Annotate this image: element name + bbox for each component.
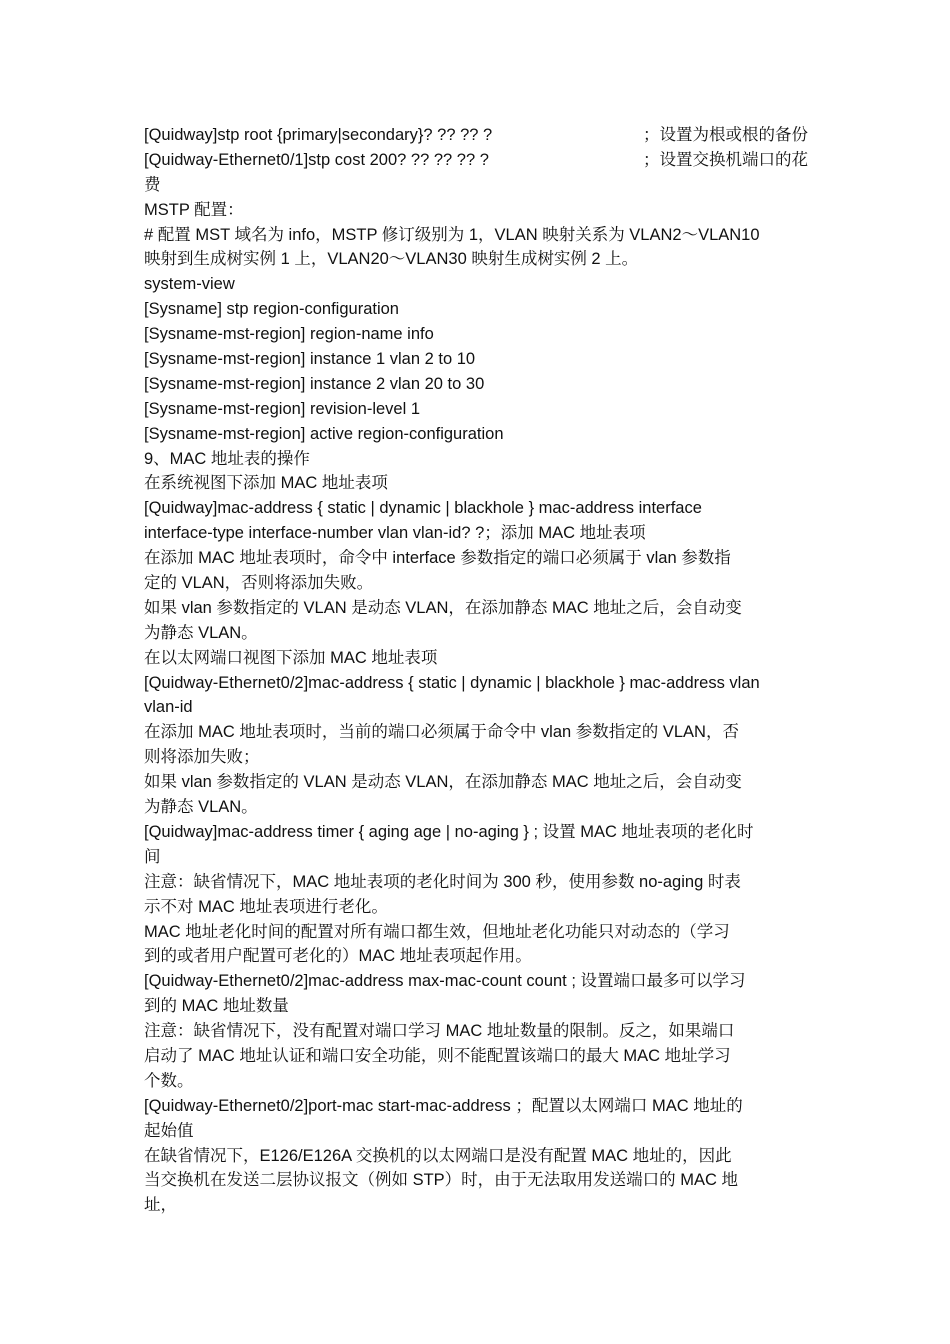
section-heading: MSTP 配置：	[144, 200, 244, 219]
command-line: [Quidway]mac-address { static | dynamic | blackhole } mac-address interface	[144, 499, 702, 518]
text-line: 到的 MAC 地址数量	[144, 997, 289, 1016]
command-line: vlan-id	[144, 698, 193, 717]
command-line: [Sysname-mst-region] active region-configuration	[144, 424, 504, 443]
text-line: 注意：缺省情况下，MAC 地址表项的老化时间为 300 秒，使用参数 no-aging 时表	[144, 872, 741, 891]
text-line: 在添加 MAC 地址表项时，当前的端口必须属于命令中 vlan 参数指定的 VLAN，否	[144, 723, 739, 742]
command-line: interface-type interface-number vlan vlan-id? ?；添加 MAC 地址表项	[144, 524, 646, 543]
command-line: [Sysname-mst-region] instance 2 vlan 20 to 30	[144, 374, 485, 393]
command-line: [Quidway]mac-address timer { aging age | no-aging } ; 设置 MAC 地址表项的老化时	[144, 822, 754, 841]
text-line: 个数。	[144, 1071, 194, 1090]
command-line: [Sysname-mst-region] revision-level 1	[144, 399, 421, 418]
command-text: [Quidway]stp root {primary|secondary}? ?? ?? ?	[144, 126, 493, 144]
text-line: 启动了 MAC 地址认证和端口安全功能，则不能配置该端口的最大 MAC 地址学习	[144, 1046, 731, 1065]
comment-text: ；设置交换机端口的花	[643, 150, 808, 169]
text-line: 间	[144, 847, 161, 866]
text-line: 为静态 VLAN。	[144, 623, 258, 642]
text-line: 映射到生成树实例 1 上，VLAN20～VLAN30 映射生成树实例 2 上。	[144, 250, 639, 269]
text-line: # 配置 MST 域名为 info，MSTP 修订级别为 1，VLAN 映射关系为 VLAN2～VLAN10	[144, 225, 760, 244]
command-line: [Quidway-Ethernet0/2]mac-address { static | dynamic | blackhole } mac-address vlan	[144, 673, 760, 692]
text-line: 在系统视图下添加 MAC 地址表项	[144, 474, 388, 493]
text-line: 起始值	[144, 1121, 194, 1140]
section-heading: 9、MAC 地址表的操作	[144, 449, 310, 468]
text-line: 为静态 VLAN。	[144, 798, 258, 817]
command-line: [Quidway-Ethernet0/2]mac-address max-mac-count count ; 设置端口最多可以学习	[144, 972, 746, 991]
text-line: 如果 vlan 参数指定的 VLAN 是动态 VLAN，在添加静态 MAC 地址之后，会自动变	[144, 773, 742, 792]
text-line	[144, 148, 808, 173]
text-line	[144, 123, 808, 148]
command-line: system-view	[144, 275, 235, 294]
command-line: [Sysname-mst-region] region-name info	[144, 325, 434, 344]
text-line: 在以太网端口视图下添加 MAC 地址表项	[144, 648, 438, 667]
text-line: 到的或者用户配置可老化的）MAC 地址表项起作用。	[144, 947, 532, 966]
text-line: 在添加 MAC 地址表项时，命令中 interface 参数指定的端口必须属于 vlan 参数指	[144, 549, 731, 568]
text-line: MAC 地址老化时间的配置对所有端口都生效，但地址老化功能只对动态的（学习	[144, 922, 730, 941]
document-page	[144, 123, 808, 1218]
text-line: 如果 vlan 参数指定的 VLAN 是动态 VLAN，在添加静态 MAC 地址之后，会自动变	[144, 598, 742, 617]
text-line: 则将添加失败；	[144, 748, 260, 767]
text-line: 当交换机在发送二层协议报文（例如 STP）时，由于无法取用发送端口的 MAC 地	[144, 1171, 739, 1190]
text-line: 在缺省情况下，E126/E126A 交换机的以太网端口是没有配置 MAC 地址的，因此	[144, 1146, 732, 1165]
text-line: 定的 VLAN，否则将添加失败。	[144, 574, 374, 593]
comment-text: ；设置为根或根的备份	[643, 126, 808, 144]
text-line: 示不对 MAC 地址表项进行老化。	[144, 897, 388, 916]
text-line: 费	[144, 175, 161, 194]
command-line: [Quidway-Ethernet0/2]port-mac start-mac-address ；配置以太网端口 MAC 地址的	[144, 1096, 743, 1115]
command-line: [Sysname] stp region-configuration	[144, 300, 399, 319]
command-line: [Sysname-mst-region] instance 1 vlan 2 to 10	[144, 350, 476, 369]
text-line: 注意：缺省情况下，没有配置对端口学习 MAC 地址数量的限制。反之，如果端口	[144, 1022, 735, 1041]
command-text: [Quidway-Ethernet0/1]stp cost 200? ?? ?? ?? ?	[144, 150, 489, 169]
text-line: 址，	[144, 1196, 177, 1215]
